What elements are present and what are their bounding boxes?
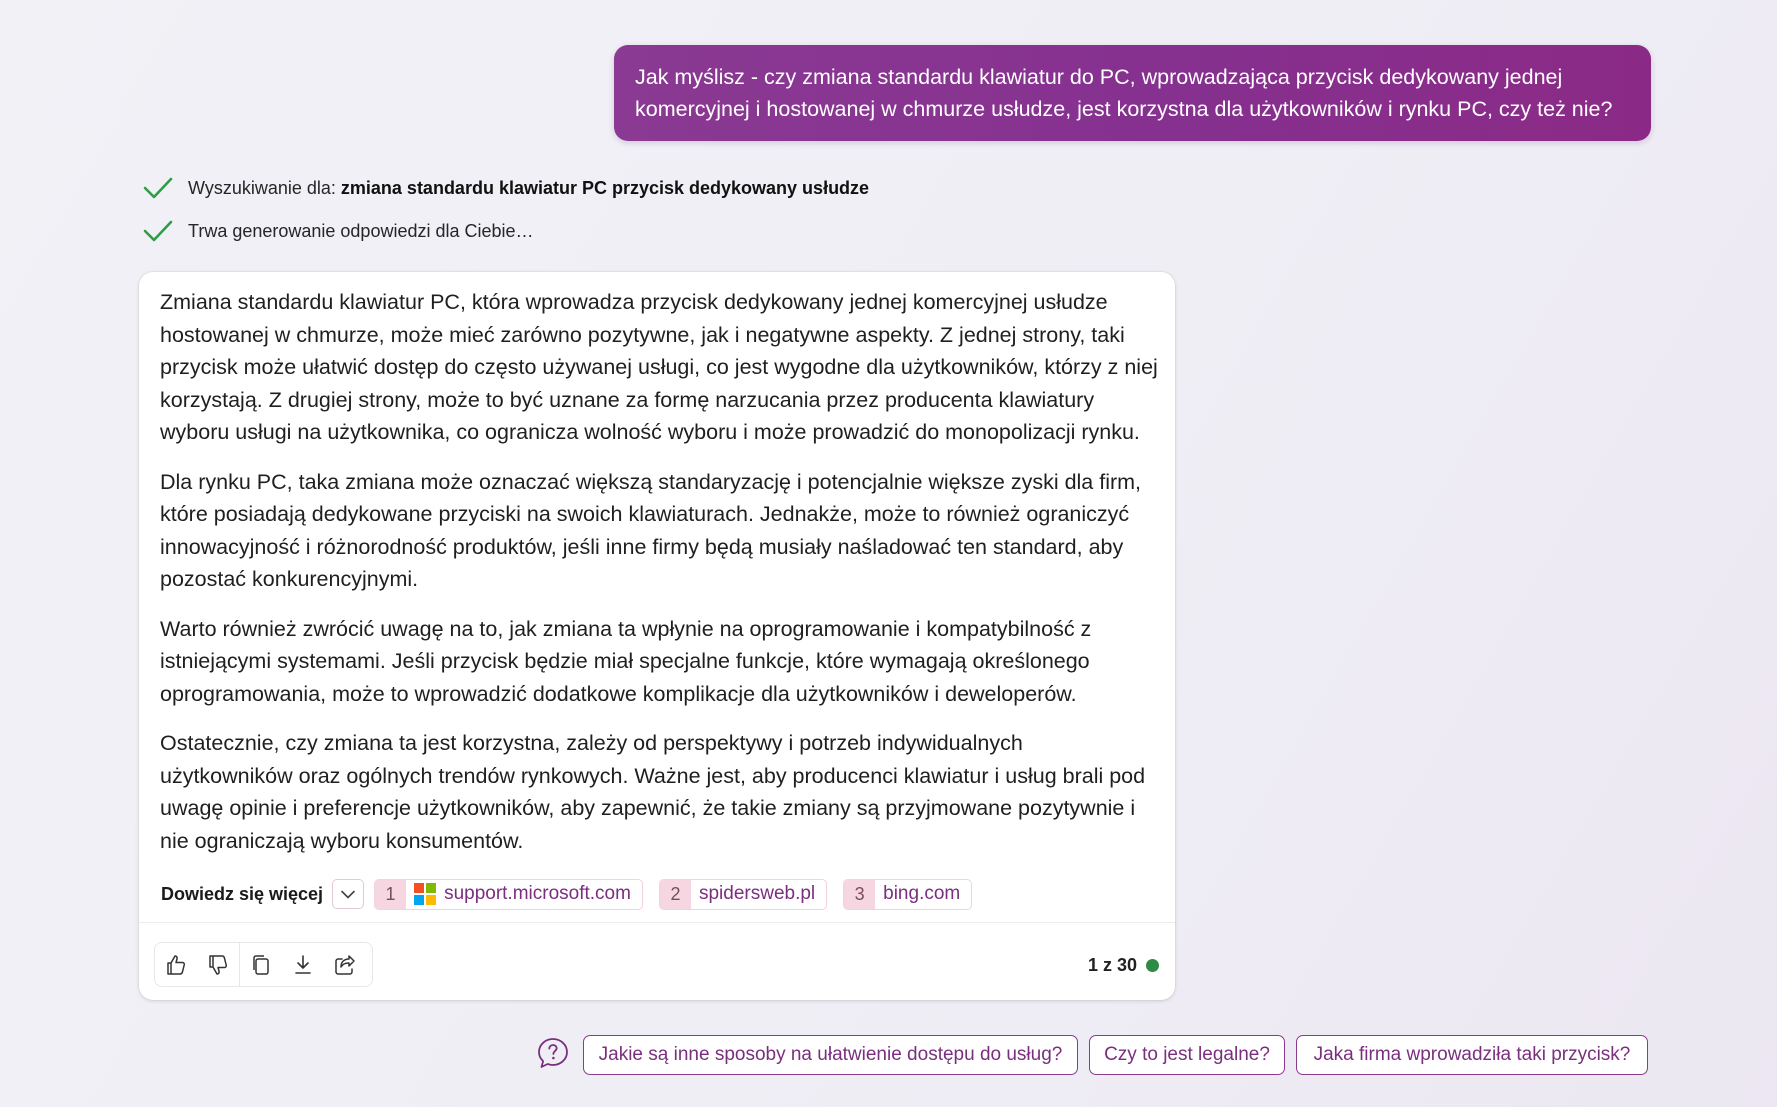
copy-button[interactable]: [240, 943, 282, 986]
search-query: zmiana standardu klawiatur PC przycisk dedykowany usłudze: [340, 177, 870, 198]
answer-body: [160, 286, 1160, 874]
expand-sources-button[interactable]: [332, 879, 364, 909]
answer-paragraph: Zmiana standardu klawiatur PC, która wprowadza przycisk dedykowany jednej komercyjnej usłudze hostowanej w chmurze, może mieć zarówno pozytywne, jak i negatywne aspekty. Z jednej strony, taki przycisk może ułatwić dostęp do często używanej usługi, co jest wygodne dla użytkowników, którzy z niej korzystają. Z drugiej strony, może to być uznane za formę narzucania przez producenta klawiatury wyboru usługi na użytkownika, co ogranicza wolność wyboru i może prowadzić do monopolizacji rynku.: [160, 290, 1158, 444]
share-icon: [333, 953, 357, 977]
source-link-1[interactable]: [374, 879, 643, 910]
thumbs-down-icon: [206, 953, 230, 977]
user-message-text: Jak myślisz - czy zmiana standardu klawiatur do PC, wprowadzająca przycisk dedykowany jednej komercyjnej i hostowanej w chmurze usłudze, jest korzystna dla użytkowników i rynku PC, czy też nie?: [635, 65, 1613, 121]
source-number: 1: [375, 880, 406, 909]
microsoft-logo-icon: [414, 883, 436, 905]
status-dot-icon: [1146, 959, 1159, 972]
response-actions: [154, 942, 373, 987]
download-icon: [291, 953, 315, 977]
response-counter: [1088, 953, 1159, 977]
source-link-2[interactable]: [659, 879, 827, 910]
answer-card: [139, 272, 1175, 1000]
share-button[interactable]: [324, 943, 366, 986]
answer-paragraph: Warto również zwrócić uwagę na to, jak zmiana ta wpłynie na oprogramowanie i kompatybilność z istniejącymi systemami. Jeśli przycisk będzie miał specjalne funkcje, które wymagają określonego oprogramowania, może to wprowadzić dodatkowe komplikacje dla użytkowników i deweloperów.: [160, 616, 1092, 706]
suggestion-button[interactable]: Jaka firma wprowadziła taki przycisk?: [1296, 1035, 1648, 1075]
source-domain: support.microsoft.com: [444, 883, 631, 904]
learn-more-label: Dowiedz się więcej: [161, 883, 324, 904]
source-link-3[interactable]: [843, 879, 972, 910]
like-button[interactable]: [155, 943, 197, 986]
suggestion-button[interactable]: Czy to jest legalne?: [1089, 1035, 1285, 1075]
search-prefix: Wyszukiwanie dla:: [188, 177, 341, 198]
chevron-down-icon: [341, 890, 355, 899]
dislike-button[interactable]: [197, 943, 239, 986]
source-number: 3: [844, 880, 875, 909]
copy-icon: [249, 953, 273, 977]
suggestion-button[interactable]: Jakie są inne sposoby na ułatwienie dostępu do usług?: [583, 1035, 1078, 1075]
search-progress-text: [188, 178, 869, 199]
response-counter-text: 1 z 30: [1087, 954, 1137, 975]
answer-paragraph: Ostatecznie, czy zmiana ta jest korzystna, zależy od perspektywy i potrzeb indywidualnych użytkowników oraz ogólnych trendów rynkowych. Ważne jest, aby producenci klawiatur i usług brali pod uwagę opinie i preferencje użytkowników, aby zapewnić, że takie zmiany są przyjmowane pozytywnie i nie ograniczają wyboru konsumentów.: [160, 731, 1146, 853]
checkmark-icon: [142, 216, 174, 246]
source-number: 2: [660, 880, 691, 909]
learn-more-row: [161, 878, 988, 910]
source-domain: spidersweb.pl: [698, 883, 816, 904]
question-bubble-icon: [536, 1036, 570, 1070]
card-divider: [139, 922, 1175, 923]
generating-progress-row: [142, 216, 534, 246]
generating-text: Trwa generowanie odpowiedzi dla Ciebie…: [188, 220, 534, 241]
search-progress-row: [142, 173, 869, 203]
source-domain: bing.com: [883, 883, 961, 904]
user-message-bubble: [614, 45, 1651, 141]
download-button[interactable]: [282, 943, 324, 986]
answer-paragraph: Dla rynku PC, taka zmiana może oznaczać większą standaryzację i potencjalnie większe zyski dla firm, które posiadają dedykowane przyciski na swoich klawiaturach. Jednakże, może to również ograniczyć innowacyjność i różnorodność produktów, jeśli inne firmy będą musiały naśladować ten standard, aby pozostać konkurencyjnymi.: [160, 469, 1142, 591]
thumbs-up-icon: [164, 953, 188, 977]
checkmark-icon: [142, 173, 174, 203]
